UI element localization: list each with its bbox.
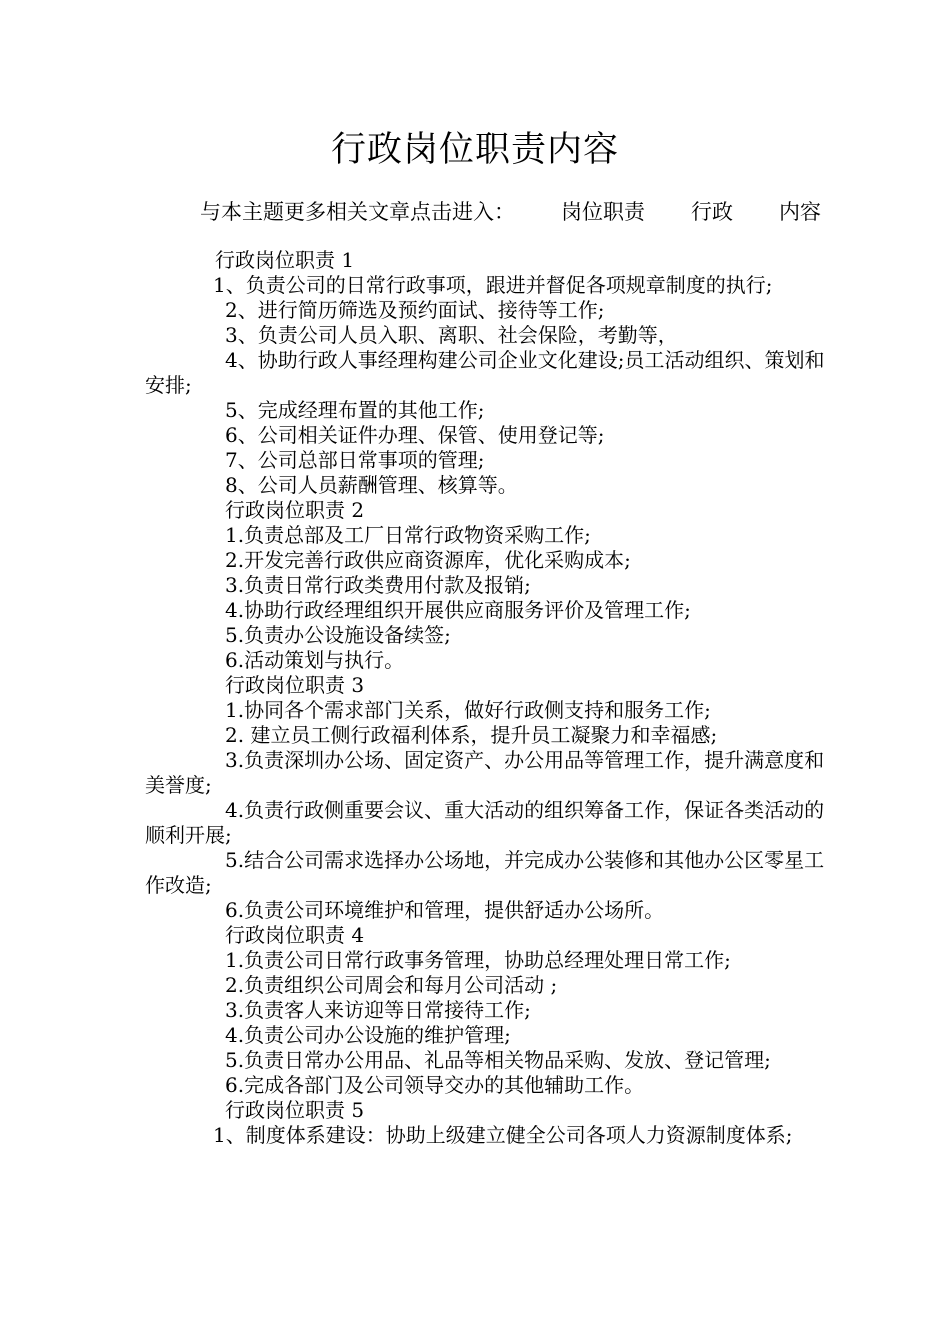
list-item: 6.活动策划与执行。 [225, 648, 405, 672]
list-item: 1、制度体系建设：协助上级建立健全公司各项人力资源制度体系; [213, 1123, 793, 1147]
list-item: 1.协同各个需求部门关系，做好行政侧支持和服务工作; [225, 698, 711, 722]
section-heading: 行政岗位职责 4 [225, 923, 365, 947]
list-item: 3.负责客人来访迎等日常接待工作; [225, 998, 531, 1022]
list-item: 5、完成经理布置的其他工作; [225, 398, 485, 422]
page-title: 行政岗位职责内容 [330, 130, 619, 170]
list-item: 3.负责深圳办公场、固定资产、办公用品等管理工作，提升满意度和美誉度; [145, 748, 825, 797]
list-item: 4.负责公司办公设施的维护管理; [225, 1023, 511, 1047]
related-link-administration[interactable]: 行政 [691, 200, 733, 224]
section-heading: 行政岗位职责 2 [225, 498, 365, 522]
list-item: 8、公司人员薪酬管理、核算等。 [225, 473, 518, 497]
list-item: 5.负责日常办公用品、礼品等相关物品采购、发放、登记管理; [225, 1048, 771, 1072]
related-link-content[interactable]: 内容 [779, 200, 821, 224]
related-articles-line [200, 198, 821, 226]
list-item: 2、进行简历筛选及预约面试、接待等工作; [225, 298, 605, 322]
list-item: 3.负责日常行政类费用付款及报销; [225, 573, 531, 597]
section-heading: 行政岗位职责 1 [215, 248, 355, 272]
section-heading: 行政岗位职责 3 [225, 673, 365, 697]
section-heading: 行政岗位职责 5 [225, 1098, 365, 1122]
list-item: 1.负责公司日常行政事务管理，协助总经理处理日常工作; [225, 948, 731, 972]
list-item: 3、负责公司人员入职、离职、社会保险，考勤等， [225, 323, 678, 347]
list-item: 5.结合公司需求选择办公场地，并完成办公装修和其他办公区零星工作改造; [145, 848, 825, 897]
list-item: 2.开发完善行政供应商资源库，优化采购成本; [225, 548, 631, 572]
list-item: 2.负责组织公司周会和每月公司活动 ; [225, 973, 558, 997]
list-item: 6、公司相关证件办理、保管、使用登记等; [225, 423, 605, 447]
list-item: 6.完成各部门及公司领导交办的其他辅助工作。 [225, 1073, 645, 1097]
list-item: 4.协助行政经理组织开展供应商服务评价及管理工作; [225, 598, 691, 622]
related-link-job-duties[interactable]: 岗位职责 [561, 200, 645, 224]
list-item: 4.负责行政侧重要会议、重大活动的组织筹备工作，保证各类活动的顺利开展; [145, 798, 825, 847]
list-item: 4、协助行政人事经理构建公司企业文化建设;员工活动组织、策划和安排; [145, 348, 825, 397]
list-item: 1、负责公司的日常行政事项，跟进并督促各项规章制度的执行; [213, 273, 773, 297]
list-item: 6.负责公司环境维护和管理，提供舒适办公场所。 [225, 898, 665, 922]
list-item: 2. 建立员工侧行政福利体系，提升员工凝聚力和幸福感; [225, 723, 718, 747]
list-item: 7、公司总部日常事项的管理; [225, 448, 485, 472]
document-body [145, 248, 825, 1148]
list-item: 1.负责总部及工厂日常行政物资采购工作; [225, 523, 591, 547]
list-item: 5.负责办公设施设备续签; [225, 623, 451, 647]
related-prefix: 与本主题更多相关文章点击进入： [200, 200, 515, 224]
